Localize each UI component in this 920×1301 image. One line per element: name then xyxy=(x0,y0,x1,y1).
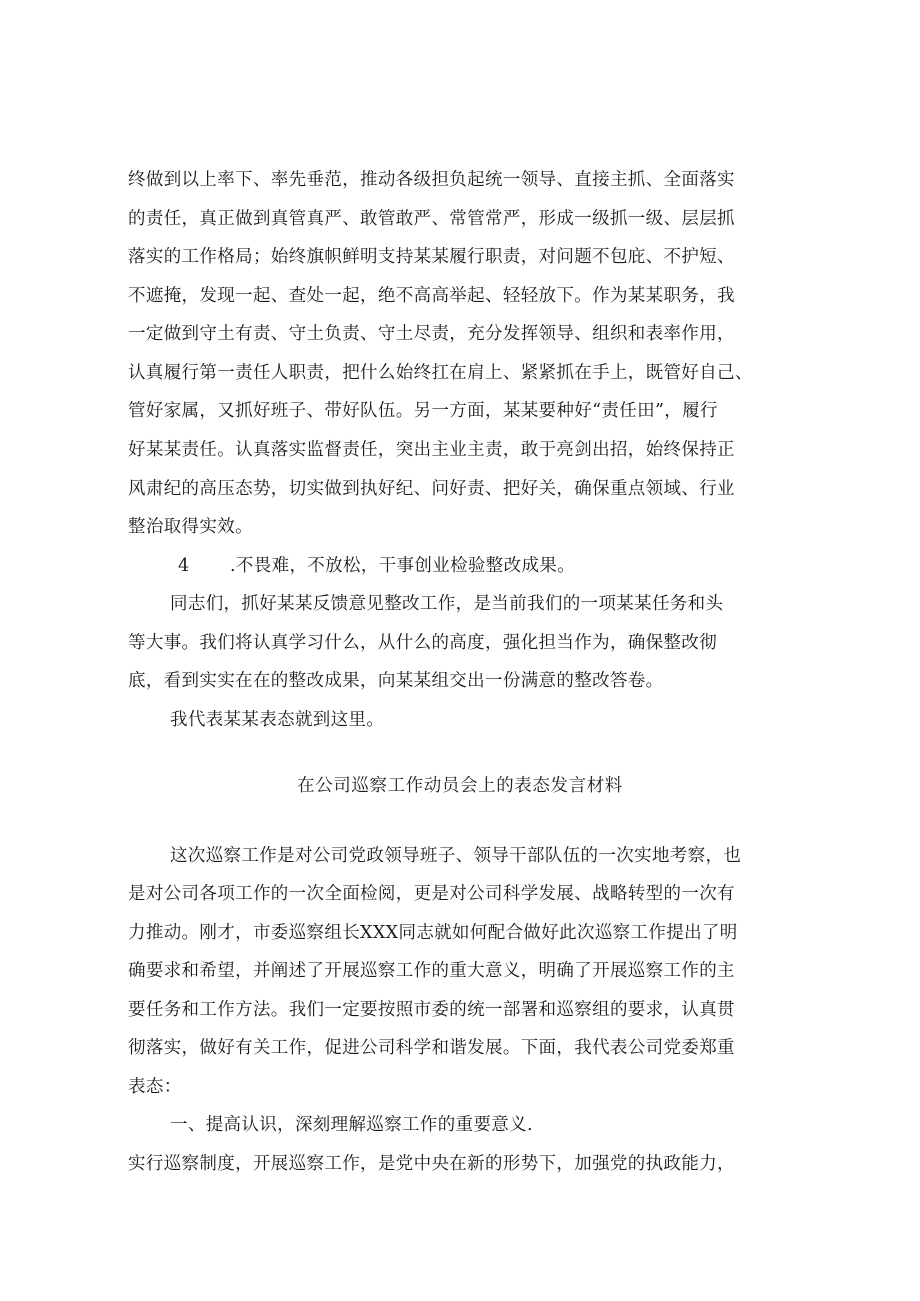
body-line: 要任务和工作方法。我们一定要按照市委的统一部署和巡察组的要求，认真贯 xyxy=(128,1000,735,1020)
body-line: 力推动。刚才，市委巡察组长XXX同志就如何配合做好此次巡察工作提出了明 xyxy=(128,923,738,943)
body-line: 的责任，真正做到真管真严、敢管敢严、常管常严，形成一级抓一级、层层抓 xyxy=(128,209,735,229)
body-line: 认真履行第一责任人职责，把什么始终扛在肩上、紧紧抓在手上，既管好自己、 xyxy=(128,363,753,383)
body-line: 风肃纪的高压态势，切实做到执好纪、问好责、把好关，确保重点领域、行业 xyxy=(128,479,735,499)
body-line: 同志们，抓好某某反馈意见整改工作，是当前我们的一项某某任务和头 xyxy=(170,594,724,614)
section-heading: 一、提高认识，深刻理解巡察工作的重要意义. xyxy=(170,1115,533,1135)
body-line: 底，看到实实在在的整改成果，向某某组交出一份满意的整改答卷。 xyxy=(128,671,664,691)
body-line: 整治取得实效。 xyxy=(128,517,253,537)
body-line: 等大事。我们将认真学习什么，从什么的高度，强化担当作为，确保整改彻 xyxy=(128,633,718,653)
body-line: 不遮掩，发现一起、查处一起，绝不高高举起、轻轻放下。作为某某职务，我 xyxy=(128,286,735,306)
body-line: 我代表某某表态就到这里。 xyxy=(170,710,385,730)
body-line: 终做到以上率下、率先垂范，推动各级担负起统一领导、直接主抓、全面落实 xyxy=(128,170,735,190)
body-line: 一定做到守土有责、守土负责、守土尽责，充分发挥领导、组织和表率作用， xyxy=(128,324,735,344)
body-line: 落实的工作格局；始终旗帜鲜明支持某某履行职责，对问题不包庇、不护短、 xyxy=(128,247,735,267)
document-title: 在公司巡察工作动员会上的表态发言材料 xyxy=(297,776,623,796)
body-line: 确要求和希望，并阐述了开展巡察工作的重大意义，明确了开展巡察工作的主 xyxy=(128,961,735,981)
body-line: 管好家属，又抓好班子、带好队伍。另一方面，某某要种好“责任田”，履行 xyxy=(128,401,718,421)
body-line: 好某某责任。认真落实监督责任，突出主业主责，敢于亮剑出招，始终保持正 xyxy=(128,440,735,460)
body-line: 彻落实，做好有关工作，促进公司科学和谐发展。下面，我代表公司党委郑重 xyxy=(128,1038,735,1058)
body-line: 表态： xyxy=(128,1077,182,1097)
body-line: 是对公司各项工作的一次全面检阅，更是对公司科学发展、战略转型的一次有 xyxy=(128,884,735,904)
body-line: 这次巡察工作是对公司党政领导班子、领导干部队伍的一次实地考察，也 xyxy=(170,846,742,866)
item-heading: .不畏难，不放松，干事创业检验整改成果。 xyxy=(230,556,576,576)
body-line: 实行巡察制度，开展巡察工作，是党中央在新的形势下，加强党的执政能力， xyxy=(128,1154,735,1174)
item-number: 4 xyxy=(178,556,190,576)
